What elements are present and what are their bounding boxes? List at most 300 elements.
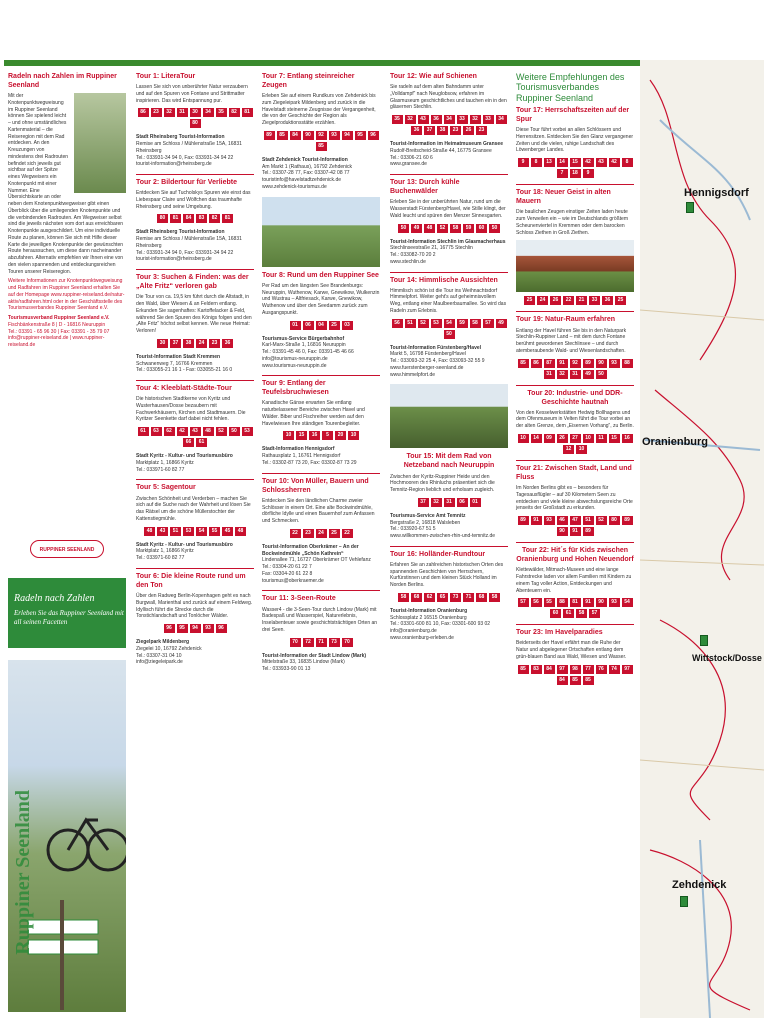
node-number-badge: 80	[190, 119, 201, 128]
tour-19-title: Tour 19: Natur-Raum erfahren	[516, 316, 616, 324]
tour-10-address	[262, 544, 380, 585]
info-office-line: info@ziegeleipark.de	[136, 659, 183, 666]
node-number-badge: 58	[489, 593, 500, 602]
node-number-badge: 23	[151, 108, 162, 117]
tour-9-nodes	[262, 431, 380, 440]
node-number-badge: 48	[424, 224, 435, 233]
node-number-badge: 93	[203, 624, 214, 633]
info-office-line: Ziegelei 10, 16792 Zehdenick	[136, 645, 202, 652]
node-number-badge: 56	[531, 598, 542, 607]
node-number-badge: 87	[544, 359, 555, 368]
node-number-badge: 34	[203, 108, 214, 117]
info-office-line: Tel.: 033931-34 94 0, Fax: 033931-34 94 22	[136, 249, 234, 256]
node-number-badge: 33	[483, 115, 494, 124]
node-number-badge: 15	[609, 434, 620, 443]
tour-3-title: Tour 3: Suchen & Finden: was der „Alte Fritz“ verloren gab	[136, 274, 249, 291]
node-number-badge: 06	[303, 321, 314, 330]
map-marker-icon	[686, 202, 694, 213]
node-number-badge: 25	[615, 296, 626, 305]
node-number-badge: 84	[183, 214, 194, 223]
node-number-badge: 23	[303, 529, 314, 538]
node-number-badge: 97	[622, 665, 633, 674]
cyclists-photo	[74, 93, 126, 193]
node-number-badge: 9	[518, 158, 529, 167]
info-office-line: Tel.: 033933-90 01 13	[262, 666, 311, 672]
info-office-name: Tourismus-Service Bürgerbahnhof	[262, 335, 345, 342]
info-office-line: www.fuerstenberger-seenland.de	[390, 364, 464, 371]
node-number-badge: 98	[570, 665, 581, 674]
node-number-badge: 20	[335, 431, 346, 440]
node-number-badge: 42	[583, 158, 594, 167]
cover-title: Radeln nach Zahlen	[14, 593, 95, 604]
tour-19-nodes	[516, 359, 634, 379]
info-office-name: Tourist-Information der Stadt Lindow (Mark)	[262, 652, 367, 659]
tour-8-title: Tour 8: Rund um den Ruppiner See	[262, 271, 379, 279]
node-number-badge: 49	[583, 370, 594, 379]
map-city-hennigsdorf: Hennigsdorf	[684, 187, 749, 199]
info-office-line: Tel.: 033055-21 16 1 - Fax: 033055-21 16 0	[136, 367, 233, 374]
node-number-badge: 8	[531, 158, 542, 167]
info-office-name: Stadt-Information Hennigsdorf	[262, 446, 335, 453]
node-number-badge: 81	[570, 598, 581, 607]
tour-7-address	[262, 157, 380, 191]
info-office-line: Rudolf-Breitscheid-Straße 44, 16775 Gransee	[390, 147, 492, 154]
cycling-group-photo	[262, 197, 380, 267]
info-office-line: Am Markt 1 (Rathaus), 16792 Zehdenick	[262, 163, 353, 170]
org-phone: Tel.: 03391 - 65 96 30 | Fax: 03391 - 35 79 07	[8, 328, 110, 335]
tour-13-address	[390, 239, 508, 266]
node-number-badge: 68	[476, 593, 487, 602]
node-number-badge: 32	[431, 498, 442, 507]
node-number-badge: 96	[164, 624, 175, 633]
node-number-badge: 76	[596, 665, 607, 674]
info-office-line: Lindenallee 71, 16727 Oberkrämer OT Vehlefanz	[262, 557, 371, 564]
node-number-badge: 85	[518, 359, 529, 368]
node-number-badge: 10	[583, 434, 594, 443]
more-info-text: Weitere Informationen zur Knotenpunktwegweisung und Radfahren im Ruppiner Seenland erhalten Sie auf der Homepage www.ruppiner-reiseland.de/natur-aktiv/radfahren.html oder in der Geschäftsstelle des Tourismusverbandes Ruppiner Seenland e.V.	[8, 278, 125, 312]
node-number-badge: 90	[557, 527, 568, 536]
info-office-line: Schlossplatz 2 16515 Oranienburg	[390, 614, 467, 621]
node-number-badge: 56	[392, 319, 403, 328]
node-number-badge: 13	[544, 158, 555, 167]
info-office-line: tourist-information@rheinsberg.de	[136, 256, 212, 263]
tour-1-address	[136, 134, 254, 168]
info-office-line: info@tourismus-neuruppin.de	[262, 355, 328, 362]
info-office-line: info@oranienburg.de	[390, 628, 437, 635]
node-number-badge: 83	[531, 665, 542, 674]
node-number-badge: 23	[450, 126, 461, 135]
info-office-name: Tourist-Information Fürstenberg/Havel	[390, 344, 482, 351]
node-number-badge: 55	[544, 598, 555, 607]
node-number-badge: 45	[222, 527, 233, 536]
info-office-name: Tourist-Information Oranienburg	[390, 607, 468, 614]
info-office-line: Stechlinseestraße 21, 16775 Stechlin	[390, 245, 473, 252]
node-number-badge: 51	[583, 516, 594, 525]
node-number-badge: 60	[476, 224, 487, 233]
tour-7-nodes	[262, 131, 380, 151]
tour-20-text: Von den Kesselwerkstätten Hedwig Bollhagens und dem Ofenmuseum in Velten führt die Tour vorbei an der alten Grenze, dem „Eisernen Vorhang“, zu Berlin.	[516, 409, 634, 430]
tour-2-title: Tour 2: Bildertour für Verliebte	[136, 179, 237, 187]
node-number-badge: 49	[496, 319, 507, 328]
node-number-badge: 26	[550, 296, 561, 305]
info-office-line: touristinfo@havelstadtzehdenick.de	[262, 177, 342, 184]
node-number-badge: 43	[157, 527, 168, 536]
info-office-name: Tourist-Information Stadt Kremmen	[136, 353, 221, 360]
intro-title: Radeln nach Zahlen im Ruppiner Seenland	[8, 73, 117, 90]
node-number-badge: 03	[342, 321, 353, 330]
tour-18-text: Die baulichen Zeugen einstiger Zeiten laden heute zum Verweilen ein – wie im Deutschlands größtem Scheunenviertel in Kremmen oder dem barocken Schloss Ziethen in Groß Ziethen.	[516, 209, 628, 236]
tour-1-text: Lassen Sie sich von unberührter Natur verzaubern und auf den Spuren von Fontane und Strittmatter inspirieren. Das wird Entspannung pur.	[136, 84, 248, 104]
node-number-badge: 81	[242, 108, 253, 117]
node-number-badge: 31	[177, 108, 188, 117]
node-number-badge: 58	[470, 319, 481, 328]
tour-22-nodes	[516, 598, 634, 618]
tour-1-nodes	[136, 108, 254, 128]
info-office-line: Tel.: 03304-20 61 22 7	[262, 564, 312, 571]
node-number-badge: 51	[170, 527, 181, 536]
node-number-badge: 84	[290, 131, 301, 140]
node-number-badge: 43	[596, 158, 607, 167]
tour-6-title: Tour 6: Die kleine Route rund um den Ton	[136, 572, 246, 589]
info-office-line: www.stechlin.de	[390, 258, 426, 265]
node-number-badge: 57	[589, 609, 600, 618]
node-number-badge: 93	[329, 131, 340, 140]
node-number-badge: 84	[544, 665, 555, 674]
node-number-badge: 31	[544, 370, 555, 379]
node-number-badge: 23	[209, 339, 220, 348]
tours-column-1	[136, 70, 254, 672]
node-number-badge: 18	[570, 169, 581, 178]
node-number-badge: 14	[557, 158, 568, 167]
node-number-badge: 58	[450, 224, 461, 233]
tour-18-nodes	[516, 296, 634, 305]
info-office-line: Remise am Schloss / Mühlenstraße 15A, 16831 Rheinsberg	[136, 141, 242, 154]
node-number-badge: 92	[570, 359, 581, 368]
node-number-badge: 72	[303, 638, 314, 647]
info-office-line: Fax: 03304-20 61 22 8	[262, 570, 313, 577]
tour-10-nodes	[262, 529, 380, 538]
tour-12-nodes	[390, 115, 508, 135]
node-number-badge: 52	[437, 224, 448, 233]
tour-17-nodes	[516, 158, 634, 178]
tour-11-address	[262, 653, 380, 673]
node-number-badge: 73	[450, 593, 461, 602]
node-number-badge: 82	[229, 108, 240, 117]
node-number-badge: 42	[609, 158, 620, 167]
node-number-badge: 32	[470, 115, 481, 124]
node-number-badge: 90	[596, 598, 607, 607]
tour-3-text: Die Tour von ca. 19,5 km führt durch die Altstadt, in den Wald, über Wiesen & an Feldern entlang. Erkunden Sie sagenhaftes: Kartoffelacker & Feld, während Sie den Spuren des Königs folgen und den „Alte Fritz“ höchst selbst kennen. Wie neue Heimat: Verloren!	[136, 294, 252, 335]
node-number-badge: 59	[463, 224, 474, 233]
node-number-badge: 36	[222, 339, 233, 348]
node-number-badge: 89	[264, 131, 275, 140]
info-office-name: Tourist-Information Stechlin im Glasmacherhaus	[390, 238, 506, 245]
node-number-badge: 30	[157, 339, 168, 348]
node-number-badge: 9	[583, 169, 594, 178]
node-number-badge: 62	[424, 593, 435, 602]
node-number-badge: 84	[557, 676, 568, 685]
node-number-badge: 85	[518, 665, 529, 674]
tour-2-address	[136, 229, 254, 263]
tour-8-nodes	[262, 321, 380, 330]
node-number-badge: 95	[177, 624, 188, 633]
info-office-line: Tel.: 03302-87 73 20, Fax: 03302-87 73 29	[262, 459, 357, 466]
node-number-badge: 10	[348, 431, 359, 440]
node-number-badge: 32	[405, 115, 416, 124]
node-number-badge: 92	[316, 131, 327, 140]
node-number-badge: 34	[444, 115, 455, 124]
node-number-badge: 51	[405, 319, 416, 328]
node-number-badge: 33	[457, 115, 468, 124]
node-number-badge: 94	[190, 624, 201, 633]
node-number-badge: 22	[290, 529, 301, 538]
org-address	[8, 315, 126, 349]
node-number-badge: 85	[316, 142, 327, 151]
node-number-badge: 31	[444, 498, 455, 507]
node-number-badge: 36	[411, 126, 422, 135]
node-number-badge: 50	[398, 224, 409, 233]
node-number-badge: 53	[242, 427, 253, 436]
info-office-line: Tel.: 03306-21 60 6	[390, 154, 433, 161]
info-office-line: Tel.: 033931-34 94 0, Fax: 033931-34 94 22	[136, 154, 234, 161]
node-number-badge: 36	[602, 296, 613, 305]
recommendations-column	[516, 70, 634, 691]
node-number-badge: 88	[622, 359, 633, 368]
node-number-badge: 82	[209, 214, 220, 223]
info-office-line: Schwanenweg 7, 16766 Kremmen	[136, 360, 213, 367]
info-office-line: Tel.: 03301-600 81 10, Fax: 03301-600 93 02	[390, 621, 491, 628]
info-office-name: Stadt Rheinsberg Tourist-Information	[136, 229, 225, 236]
tour-17-title: Tour 17: Herrschaftszeiten auf der Spur	[516, 107, 630, 124]
node-number-badge: 86	[531, 359, 542, 368]
tour-21-title: Tour 21: Zwischen Stadt, Land und Fluss	[516, 464, 632, 482]
tour-15-address	[390, 513, 508, 540]
node-number-badge: 59	[457, 319, 468, 328]
tour-11-nodes	[262, 638, 380, 647]
node-number-badge: 47	[570, 516, 581, 525]
node-number-badge: 77	[583, 665, 594, 674]
node-number-badge: 50	[229, 427, 240, 436]
node-number-badge: 35	[392, 115, 403, 124]
node-number-badge: 81	[170, 214, 181, 223]
node-number-badge: 73	[329, 638, 340, 647]
node-number-badge: 52	[418, 319, 429, 328]
node-number-badge: 95	[355, 131, 366, 140]
tour-16-text: Erfahren Sie an zahlreichen historischen Orten des spannenden Geschichten von Herrschern, Kurfürstinnen und dem kleinen Stück Holland im Norden Berlins.	[390, 561, 504, 589]
node-number-badge: 68	[411, 593, 422, 602]
node-number-badge: 26	[463, 126, 474, 135]
ruppiner-seenland-logo: RUPPINER SEENLAND	[30, 540, 104, 558]
vertical-brand-text: Ruppiner Seenland	[12, 790, 34, 955]
tour-15-title: Tour 15: Mit dem Rad von Netzeband nach Neuruppin	[403, 453, 495, 470]
node-number-badge: 52	[216, 427, 227, 436]
node-number-badge: 37	[170, 339, 181, 348]
info-office-line: Tel.: 03307-31 04 10	[136, 652, 182, 659]
tour-5-nodes	[136, 527, 254, 536]
node-number-badge: 93	[609, 359, 620, 368]
node-number-badge: 61	[138, 427, 149, 436]
node-number-badge: 01	[290, 321, 301, 330]
tour-13-nodes	[390, 224, 508, 233]
route-map-strip	[640, 60, 764, 1018]
node-number-badge: 80	[157, 214, 168, 223]
node-number-badge: 10	[576, 445, 587, 454]
tour-5-address	[136, 542, 254, 562]
tour-6-text: Über den Radweg Berlin-Kopenhagen geht es nach Burgwall, Marienthal und zurück auf einem Feldweg. Idyllisch führt die Strecke durch die Tonstichlandschaft und Tonlöcher Wälder.	[136, 593, 253, 620]
node-number-badge: 62	[164, 427, 175, 436]
node-number-badge: 10	[283, 431, 294, 440]
node-number-badge: 70	[342, 638, 353, 647]
node-number-badge: 30	[190, 108, 201, 117]
node-number-badge: 04	[316, 321, 327, 330]
node-number-badge: 31	[570, 370, 581, 379]
node-number-badge: 89	[583, 359, 594, 368]
node-number-badge: 74	[609, 665, 620, 674]
tour-19-text: Entlang der Havel führen Sie bis in den Naturpark Stechlin-Ruppiner Land – mit dem durch Fontane berühmt gewordenen Stechlinsee – und durch atemberaubende Wald- und Wiesenlandschaften.	[516, 327, 627, 354]
node-number-badge: 57	[518, 598, 529, 607]
info-office-line: Marktplatz 1, 16866 Kyritz	[136, 548, 194, 555]
node-number-badge: 10	[518, 434, 529, 443]
tour-20-nodes	[516, 434, 634, 454]
node-number-badge: 5	[322, 431, 333, 440]
org-email[interactable]: info@ruppiner-reiseland.de | www.ruppiner-reiseland.de	[8, 335, 105, 349]
tour-2-nodes	[136, 214, 254, 223]
node-number-badge: 50	[596, 370, 607, 379]
tour-13-text: Erleben Sie in der unberührten Natur, rund um die Wasserstadt Fürstenberg/Havel, wie Stille klingt, der Wald leucht und spüren den Menzer Sinnesgarten.	[390, 199, 506, 219]
node-number-badge: 88	[557, 598, 568, 607]
tour-4-title: Tour 4: Kleeblatt-Städte-Tour	[136, 385, 232, 393]
info-office-name: Stadt Zehdenick Tourist-Information	[262, 156, 348, 163]
node-number-badge: 66	[183, 438, 194, 447]
node-number-badge: 09	[544, 434, 555, 443]
tour-22-title: Tour 22: Hit´s für Kids zwischen Oranienburg und Hohen Neuendorf	[516, 547, 634, 564]
tour-2-text: Entdecken Sie auf Tucholskys Spuren wie einst das Liebespaar Claire und Wölfchen das traumhafte Rheinsberg und seine Umgebung.	[136, 190, 251, 210]
node-number-badge: 50	[444, 330, 455, 339]
tour-6-nodes	[136, 624, 254, 633]
node-number-badge: 54	[444, 319, 455, 328]
tour-12-address	[390, 141, 508, 168]
info-office-line: www.oranienburg-erleben.de	[390, 634, 454, 641]
tour-4-nodes	[136, 427, 254, 447]
tour-1-title: Tour 1: LiteraTour	[136, 73, 196, 80]
node-number-badge: 53	[183, 527, 194, 536]
info-office-line: Tel.: 033920-67 51 5	[390, 526, 436, 533]
org-street: Fischbänkenstraße 8 | D - 16816 Neuruppin	[8, 321, 106, 328]
info-office-name: Stadt Rheinsberg Tourist-Information	[136, 134, 225, 141]
intro-column	[8, 70, 126, 355]
tour-23-text: Beiderseits der Havel erfährt man die Ruhe der Natur und abgelegener Ortschaften entlang dem grün-blauen Band aus Wald, Wiesen und Wasser.	[516, 640, 627, 660]
node-number-badge: 25	[329, 529, 340, 538]
node-number-badge: 85	[583, 676, 594, 685]
node-number-badge: 97	[557, 665, 568, 674]
node-number-badge: 43	[190, 427, 201, 436]
node-number-badge: 54	[196, 527, 207, 536]
info-office-line: Tel.: 03307-28 77, Fax: 03307-42 08 77	[262, 170, 350, 177]
tour-13-title: Tour 13: Durch kühle Buchenwälder	[390, 179, 460, 196]
info-office-line: Markt 5, 16798 Fürstenberg/Havel	[390, 351, 466, 358]
node-number-badge: 91	[583, 598, 594, 607]
node-number-badge: 55	[209, 527, 220, 536]
node-number-badge: 71	[463, 593, 474, 602]
barn-photo	[516, 240, 634, 292]
map-city-zehdenick: Zehdenick	[672, 879, 727, 891]
node-number-badge: 90	[596, 359, 607, 368]
tour-8-address	[262, 336, 380, 370]
tour-10-text: Entdecken Sie den ländlichen Charme zweier Schlösser in einem Ort. Eine alte Bockwindmühle, dörfliche Idylle und einen Bauernhof zum Anfassen und Schmecken.	[262, 497, 375, 525]
info-office-line: Tel.: 03391-45 46 0, Fax: 03391-45 46 66	[262, 349, 354, 356]
node-number-badge: 11	[596, 434, 607, 443]
tour-3-address	[136, 354, 254, 374]
node-number-badge: 71	[316, 638, 327, 647]
info-office-name: Tourist-Information Oberkrämer – An der Bockwindmühle „Schön Kathrein“	[262, 543, 359, 557]
info-office-line: Tel.: 033971-60 82 77	[136, 466, 185, 473]
intro-text: Mit der Knotenpunktwegweisung im Ruppiner Seenland können Sie spielend leicht – und ohne umständliches Kartenmaterial – die Reiseregion mit dem Rad entdecken. An den Kreuzungen von mindestens drei Radrouten befindet sich jeweils gut sichtbar auf der Spitze eines Wegweisers ein Knotenpunkt mit einer Nummer. Eine Übersichtskarte an oder neben dem Knotenpunktwegweiser gibt einen Überblick über die umliegenden Knotenpunkte und die verbindenden Radrouten. Am Wegweiser selbst sind die jeweils nächsten vom dort aus erreichbaren Knotenpunkte ausgeschildert. Um eine individuelle Route zu planen, können Sie sich mit Hilfe dieser Karte die jeweiligen Knotenpunkte der gewünschten Route heraussuchen, um diese dann nacheinander abzufahren. Alternativ empfehlen wir Ihnen eine von den vielen spannenden und entdeckungsreichen Touren unserer Reiseregion.	[8, 93, 124, 275]
tour-4-text: Die historischen Stadtkerne von Kyritz und Wusterhausen/Dosse bezaubern mit Fachwerkhäusern, Kirchen und Stadtmauern. Die Kyritzer Seenkette darf dabei nicht fehlen.	[136, 396, 246, 423]
tour-5-title: Tour 5: Sagentour	[136, 484, 196, 492]
node-number-badge: 26	[557, 434, 568, 443]
map-marker-icon	[700, 635, 708, 646]
node-number-badge: 94	[342, 131, 353, 140]
node-number-badge: 32	[557, 370, 568, 379]
tour-8-text: Per Rad um den längsten See Brandenburgs: Neuruppin, Wuthenow, Karwe, Gnewikow, Wulkenzin und Wustrau – Altfriesack, Karwe, Gnewikow, Wuthenow und über den Seedamm zurück zum Ausgangspunkt.	[262, 282, 380, 316]
info-office-name: Ziegelpark Mildenberg	[136, 639, 190, 645]
node-number-badge: 58	[398, 593, 409, 602]
node-number-badge: 46	[557, 516, 568, 525]
node-number-badge: 91	[557, 359, 568, 368]
info-office-line: tourismus@oberkraemer.de	[262, 577, 324, 584]
node-number-badge: 85	[570, 676, 581, 685]
info-office-line: tourist-information@rheinsberg.de	[136, 161, 212, 168]
info-office-line: www.tourismus-neuruppin.de	[262, 362, 327, 369]
node-number-badge: 27	[570, 434, 581, 443]
tour-20-title: Tour 20: Industrie- und DDR-Geschichte hautnah	[527, 389, 623, 406]
node-number-badge: 48	[144, 527, 155, 536]
info-office-line: www.zehdenick-tourismus.de	[262, 183, 327, 190]
node-number-badge: 35	[216, 108, 227, 117]
node-number-badge: 25	[524, 296, 535, 305]
node-number-badge: 42	[177, 427, 188, 436]
node-number-badge: 37	[418, 498, 429, 507]
map-marker-icon	[680, 896, 688, 907]
node-number-badge: 06	[457, 498, 468, 507]
tours-column-2	[262, 70, 380, 679]
node-number-badge: 37	[424, 126, 435, 135]
node-number-badge: 89	[583, 527, 594, 536]
tour-14-text: Himmlisch schön ist die Tour ins Weihnachtsdorf Himmelpfort. Weiter geht's auf geheimnisvollem Weg, entlang einer Maulbeerbaumallee. So wird das Radeln zum Erlebnis.	[390, 287, 507, 314]
tour-21-nodes	[516, 516, 634, 536]
map-city-oranienburg: Oranienburg	[642, 436, 709, 448]
node-number-badge: 34	[496, 115, 507, 124]
tour-12-text: Sie radeln auf dem alten Bahndamm unter „Volldampf“ nach Neuglobsow, erfahren im Glasmuseum geschichtliches und tauchen ein in den gläsernen Stechlin.	[390, 84, 507, 111]
tour-14-address	[390, 345, 508, 379]
node-number-badge: 85	[277, 131, 288, 140]
tour-12-title: Tour 12: Wie auf Schienen	[390, 73, 477, 80]
tour-16-title: Tour 16: Holländer-Rundtour	[390, 550, 486, 558]
route-map	[640, 60, 764, 1018]
tour-4-address	[136, 453, 254, 473]
tour-16-address	[390, 608, 508, 642]
node-number-badge: 81	[222, 214, 233, 223]
tours-column-3	[390, 70, 508, 648]
node-number-badge: 91	[531, 516, 542, 525]
node-number-badge: 12	[563, 445, 574, 454]
info-office-line: Remise am Schloss / Mühlenstraße 15A, 16831 Rheinsberg	[136, 236, 242, 249]
info-office-line: www.gransee.de	[390, 161, 427, 168]
tour-9-title: Tour 9: Entlang der Teufelsbruchwiesen	[262, 380, 329, 397]
info-office-line: Bergstraße 2, 16818 Walsleben	[390, 519, 461, 526]
tour-7-title: Tour 7: Entlang steinreicher Zeugen	[262, 73, 355, 90]
cover-band	[8, 578, 126, 648]
